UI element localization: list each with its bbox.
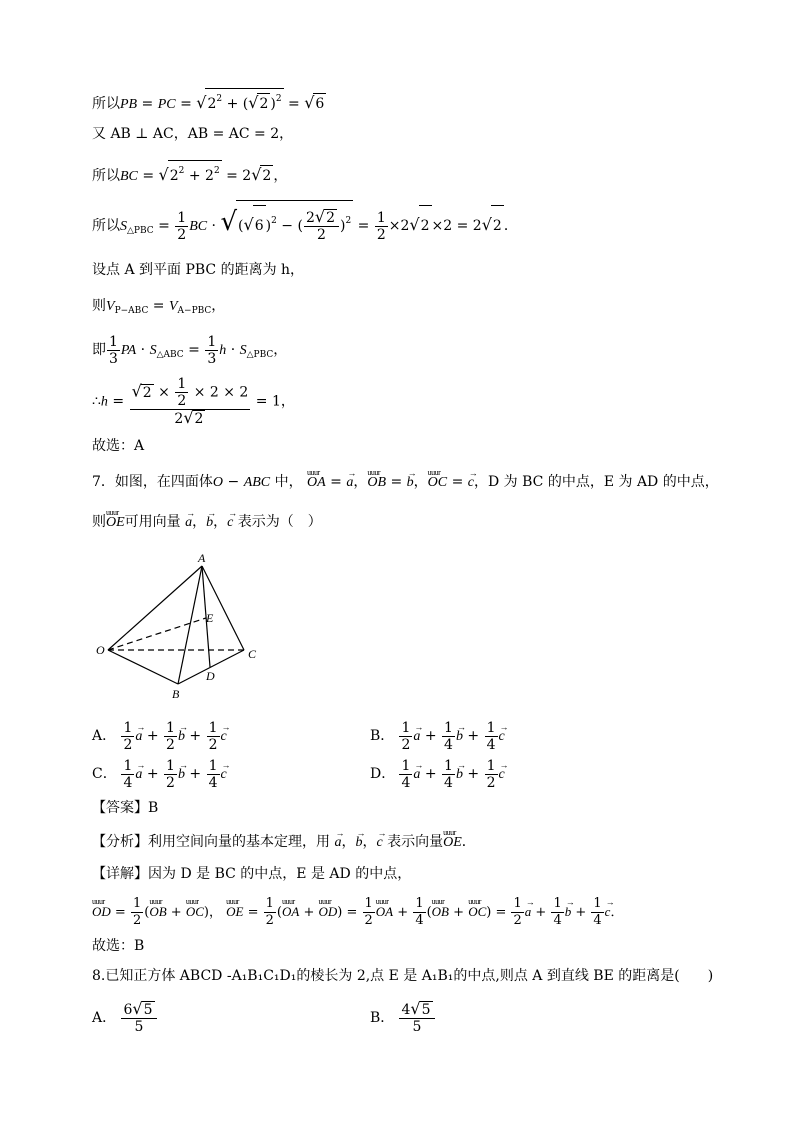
label-a: A	[198, 552, 206, 565]
solution-line-distance-h: 设点 A 到平面 PBC 的距离为 h，	[92, 262, 305, 278]
q8-option-a[interactable]: A． $\frac{6√5}{5}$	[92, 1000, 158, 1036]
solution-answer-a: 故选：A	[92, 438, 145, 454]
tetrahedron-figure	[92, 552, 272, 702]
label-d: D	[206, 669, 215, 683]
label-e: E	[206, 611, 214, 625]
q7-option-a[interactable]: A． $\frac{1}{2}$ → a + $\frac{1}{2}$ → b + $\frac{1}{2}$ → c	[92, 718, 227, 755]
q8-stem: 8.已知正方体 ABCD -A₁B₁C₁D₁的棱长为 2,点 E 是 A₁B₁的中点,则点 A 到直线 BE 的距离是( )	[92, 968, 714, 984]
q7-final-answer: 故选：B	[92, 938, 145, 954]
q7-stem-2: 则uuur OE可用向量 → a，→ b，→ c 表示为（ ）	[92, 512, 322, 533]
q7-option-c[interactable]: C． $\frac{1}{4}$ → a + $\frac{1}{2}$ → b + $\frac{1}{4}$ → c	[92, 756, 227, 793]
solution-line-ab-ac: 又 AB ⊥ AC，AB = AC = 2，	[92, 126, 294, 142]
edge-ac	[202, 566, 244, 650]
label-c: C	[248, 647, 257, 661]
solution-line-pb-pc: 所以PB = PC = $√2^2 + (√2$ )$^2$ = √6	[92, 88, 326, 115]
solution-line-bc: 所以BC = $√2^2 + 2^2 = 2√2$ ，	[92, 160, 287, 187]
label-b: B	[172, 687, 180, 701]
solution-line-volume: 则$V_{P-ABC} = V_{A-PBC}$，	[92, 298, 226, 316]
q7-option-d[interactable]: D． $\frac{1}{4}$ → a + $\frac{1}{4}$ → b + $\frac{1}{2}$ → c	[370, 756, 505, 793]
solution-line-h-result: ∴h = √2 × $\frac{1}{2}$ × 2 × 2 2√2 = 1，	[92, 376, 295, 427]
solution-line-volume-eq: 即 $\frac{1}{3}$ PA · $S_{\triangle ABC}$ = $\frac{1}{3}$ $h \cdot S_{\triangle PBC}$，	[92, 333, 288, 367]
q8-option-b[interactable]: B． $\frac{4√5}{5}$	[370, 1000, 436, 1036]
q7-option-b[interactable]: B． $\frac{1}{2}$ → a + $\frac{1}{4}$ → b + $\frac{1}{4}$ → c	[370, 718, 505, 755]
q7-detail: 【详解】因为 D 是 BC 的中点，E 是 AD 的中点，	[92, 866, 412, 882]
q7-analysis: 【分析】利用空间向量的基本定理，用 → a，→ b，→ c 表示向量uuur OE．	[92, 832, 476, 853]
q7-answer: 【答案】B	[92, 800, 159, 816]
edge-ob	[108, 650, 178, 684]
q7-stem: 7．如图，在四面体O − ABC 中， uuur OA = → a，uuur OB = → b，uuur OC = → c，D 为 BC 的中点，E 为 AD 的中点，	[92, 472, 719, 493]
label-o: O	[96, 643, 105, 657]
q7-detail-formula: uuur OD = $\frac{1}{2}$ (uuur OB + uuur OC)， uuur OE = $\frac{1}{2}$ (uuur OA + uuur OD) = $\frac{1}{2}$ uuur OA + $\frac{1}{4}$ (uuur OB + uuur OC) = $\frac{1}{2}$ → a + $\frac{1}{4}$ → b + $\frac{1}{4}$ → c．	[92, 894, 623, 931]
solution-line-area: 所以$S_{\triangle PBC}$ = $\frac{1}{2}$ BC · √(√6 )$^2$ − ( $\frac{2√2}{2}$ )$^2$ = $\frac{1}{2}$ ×2√2 ×2 = 2√2 ．	[92, 200, 518, 240]
segment-oe-dashed	[108, 618, 206, 650]
